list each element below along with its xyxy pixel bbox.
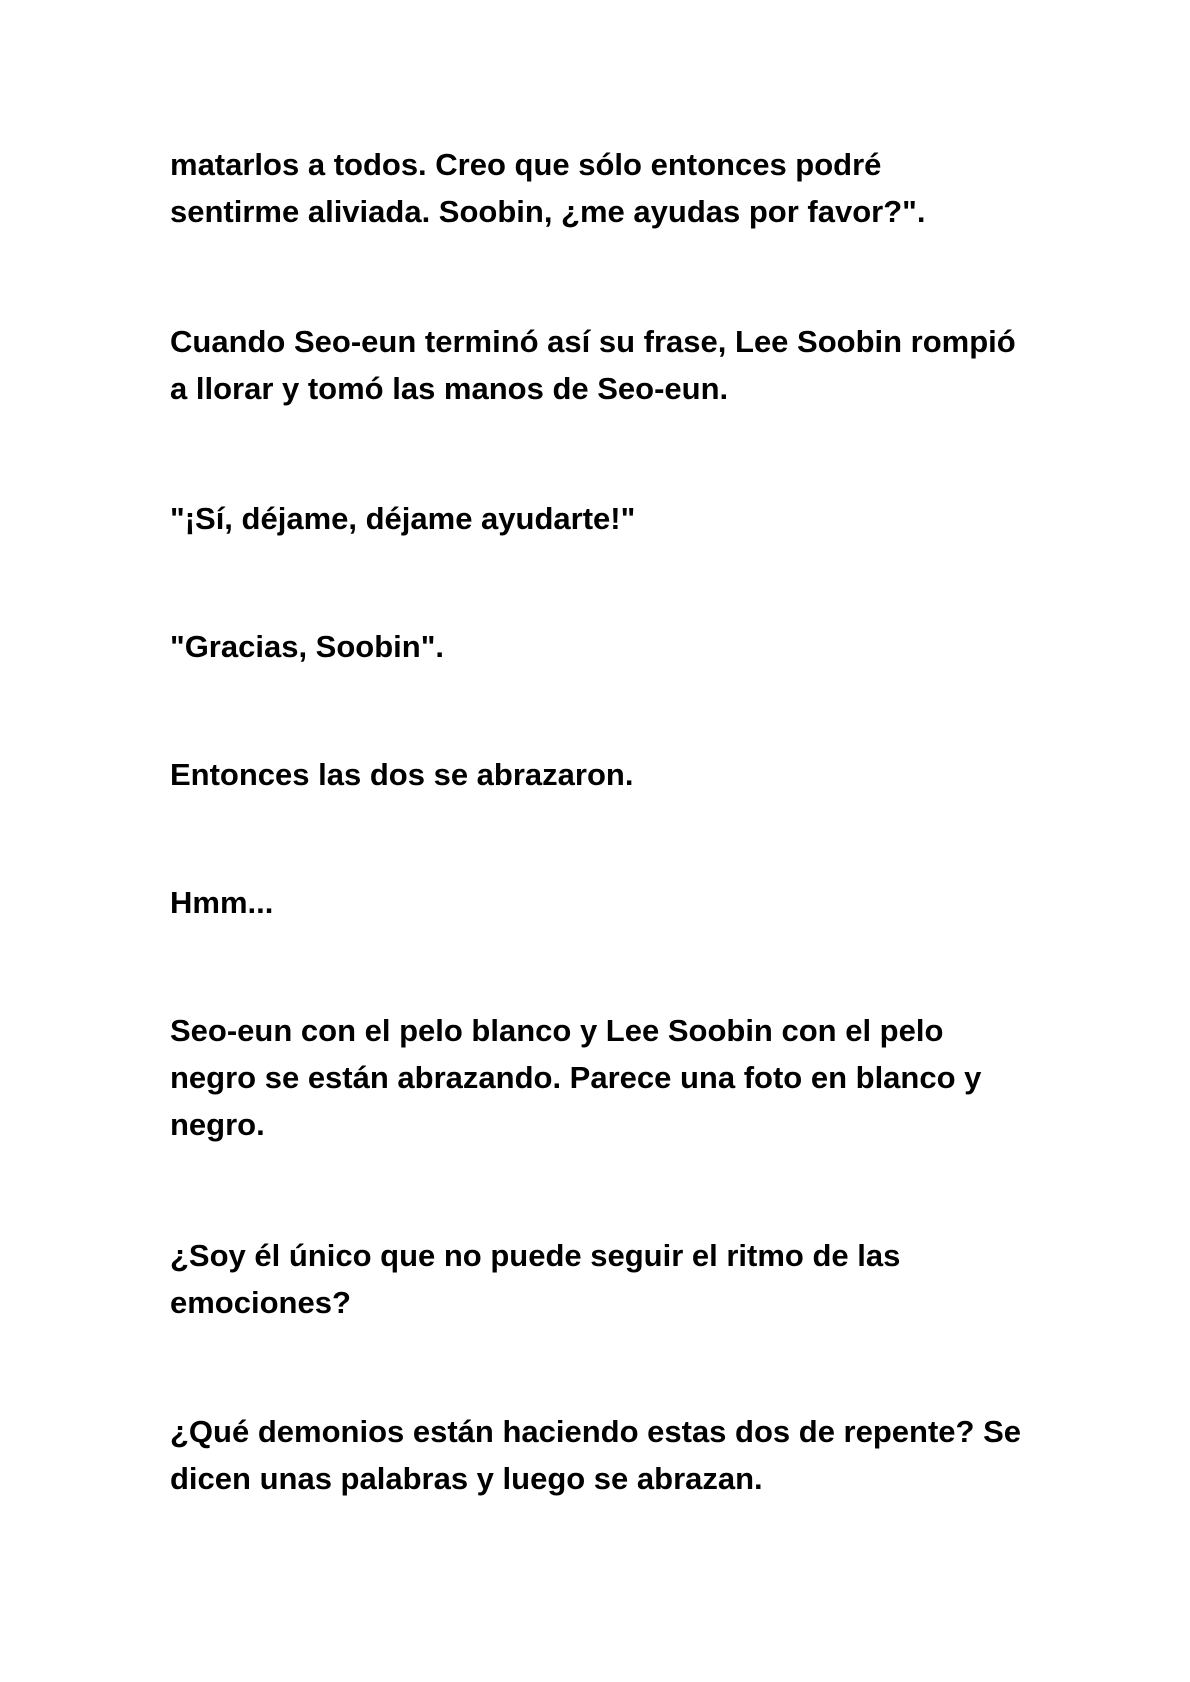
paragraph-6: [170, 879, 1050, 926]
text-line: ¿Soy él único que no puede seguir el ritmo de las: [170, 1238, 901, 1273]
text-line: matarlos a todos. Creo que sólo entonces podré: [170, 147, 882, 182]
text-line: Hmm...: [170, 885, 274, 920]
text-line: negro se están abrazando. Parece una foto en blanco y: [170, 1060, 982, 1095]
text-line: negro.: [170, 1107, 265, 1142]
paragraph-5: [170, 751, 1050, 798]
text-line: "¡Sí, déjame, déjame ayudarte!": [170, 501, 636, 536]
paragraph-2: [170, 318, 1050, 412]
text-line: "Gracias, Soobin".: [170, 629, 445, 664]
text-line: Cuando Seo-eun terminó así su frase, Lee Soobin rompió: [170, 324, 1016, 359]
text-line: ¿Qué demonios están haciendo estas dos de repente? Se: [170, 1414, 1022, 1449]
paragraph-1: [170, 141, 1050, 235]
paragraph-7: [170, 1007, 1050, 1148]
paragraph-3: [170, 495, 1050, 542]
paragraph-8: [170, 1232, 1050, 1326]
text-line: dicen unas palabras y luego se abrazan.: [170, 1461, 763, 1496]
text-line: Seo-eun con el pelo blanco y Lee Soobin con el pelo: [170, 1013, 944, 1048]
text-line: emociones?: [170, 1285, 351, 1320]
paragraph-4: [170, 623, 1050, 670]
text-line: a llorar y tomó las manos de Seo-eun.: [170, 371, 729, 406]
text-line: Entonces las dos se abrazaron.: [170, 757, 634, 792]
text-line: sentirme aliviada. Soobin, ¿me ayudas por favor?".: [170, 194, 926, 229]
paragraph-9: [170, 1408, 1050, 1502]
